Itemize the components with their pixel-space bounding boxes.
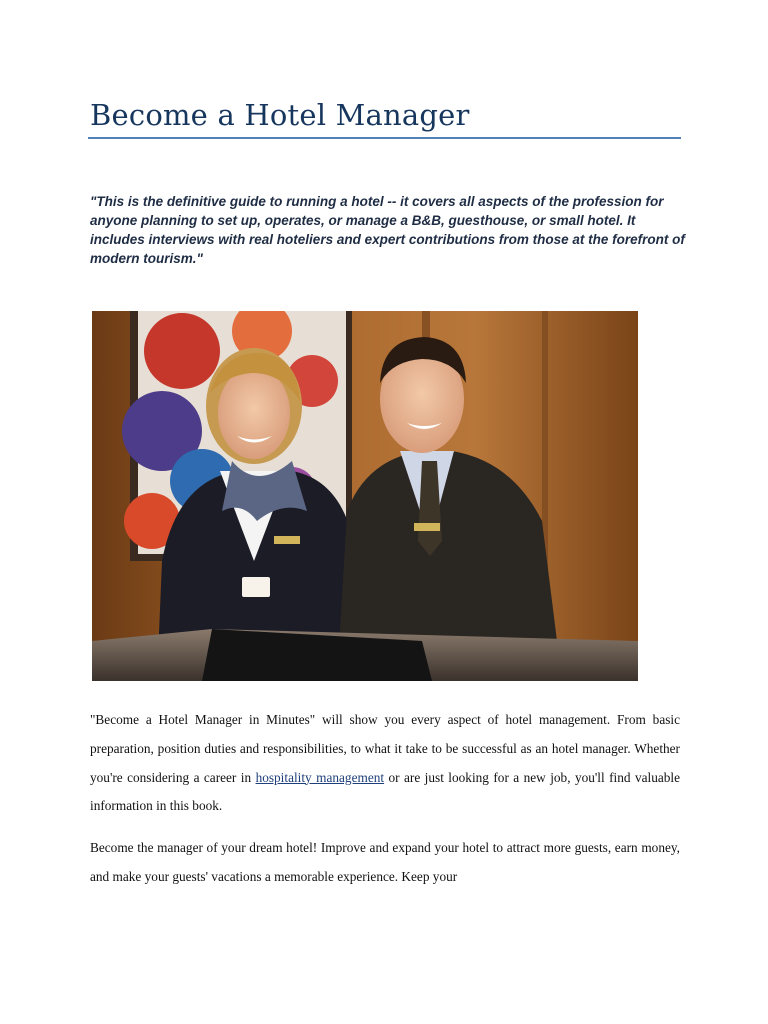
paragraph-intro-text-before: "Become a Hotel Manager in Minutes" will show you every aspect of hotel management. From basic preparation, position duties and responsibilities, to what it take to be successful as an hotel manager. Whether you're considering a career in bbox=[90, 712, 680, 785]
paragraph-intro bbox=[90, 706, 680, 821]
title-underline bbox=[88, 137, 681, 139]
hospitality-management-link[interactable]: hospitality management bbox=[255, 769, 385, 785]
intro-quote: "This is the definitive guide to running a hotel -- it covers all aspects of the profession for anyone planning to set up, operates, or manage a B&B, guesthouse, or small hotel. It includes interviews with real hoteliers and expert contributions from those at the forefront of modern tourism." bbox=[90, 194, 685, 266]
page-title: Become a Hotel Manager bbox=[90, 98, 470, 132]
hotel-staff-photo bbox=[92, 311, 638, 681]
paragraph-intro-text-after: or are just looking for a new job, you'll find valuable information in this book. bbox=[90, 769, 680, 814]
paragraph-dream-hotel: Become the manager of your dream hotel! Improve and expand your hotel to attract more guests, earn money, and make your guests' vacations a memorable experience. Keep your bbox=[90, 840, 680, 884]
